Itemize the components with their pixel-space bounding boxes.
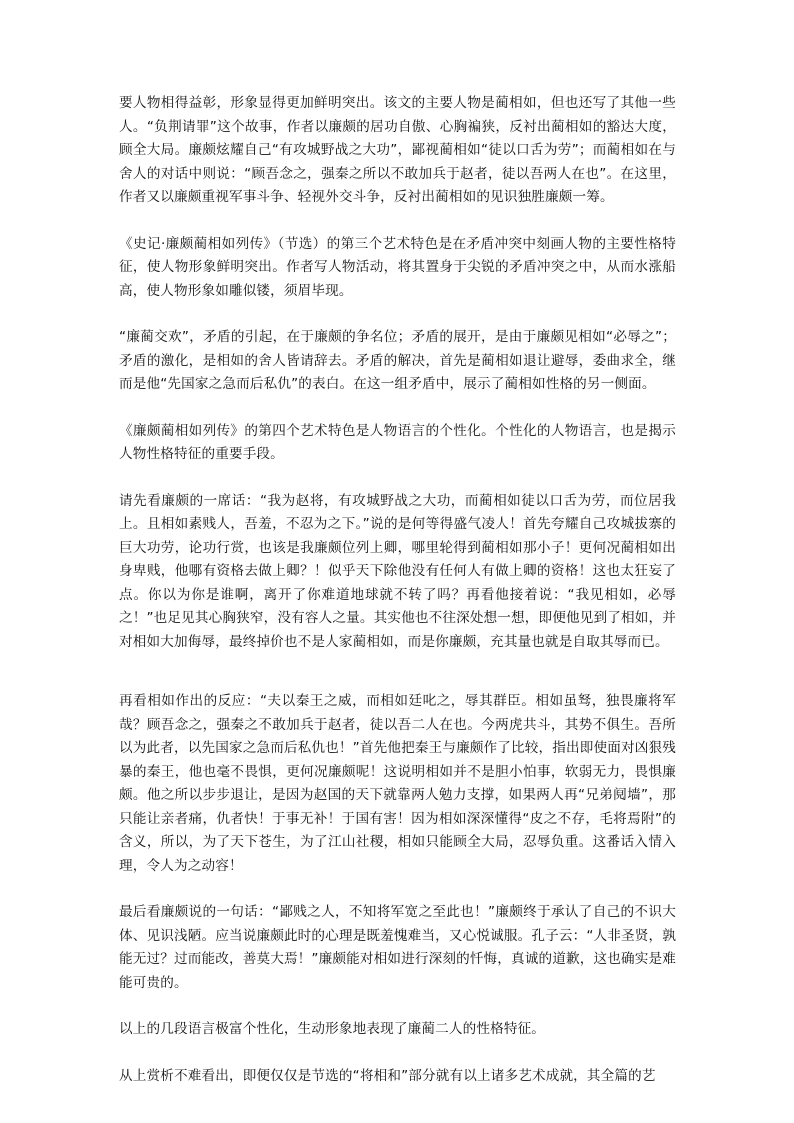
paragraph-8: 以上的几段语言极富个性化，生动形象地表现了廉蔺二人的性格特征。: [119, 1021, 546, 1037]
paragraph-7: 最后看廉颇说的一句话：“鄙贱之人，不知将军宽之至此也！”廉颇终于承认了自己的不识大体、见识浅陋。应当说廉颇此时的心理是既羞愧难当，又心悦诚服。孔子云：“人非圣贤，孰能无过？过而能改，善莫大焉！”廉颇能对相如进行深刻的忏悔，真诚的道歉，这也确实是难能可贵的。: [119, 904, 676, 991]
paragraph-gap: [119, 303, 676, 326]
paragraph-gap: [119, 1042, 676, 1065]
paragraph-gap: [119, 878, 676, 901]
paragraph-gap: [119, 467, 676, 490]
paragraph-3: “廉蔺交欢”，矛盾的引起，在于廉颇的争名位；矛盾的展开，是由于廉颇见相如“必辱之”；矛盾的激化，是相如的舍人皆请辞去。矛盾的解决，首先是蔺相如退让避辱，委曲求全，继而是他“先国家之急而后私仇”的表白。在这一组矛盾中，展示了蔺相如性格的另一侧面。: [119, 329, 676, 392]
paragraph-gap: [119, 210, 676, 233]
paragraph-gap: [119, 995, 676, 1018]
document-page: [119, 92, 676, 1088]
paragraph-9: 从上赏析不难看出，即便仅仅是节选的“将相和”部分就有以上诸多艺术成就，其全篇的艺: [119, 1067, 656, 1084]
paragraph-gap: [119, 397, 676, 420]
paragraph-2: 《史记·廉颇蔺相如列传》（节选）的第三个艺术特色是在矛盾冲突中刻画人物的主要性格特征，使人物形象鲜明突出。作者写人物活动，将其置身于尖锐的矛盾冲突之中，从而水涨船高，使人物形象如雕似镂，须眉毕现。: [119, 235, 676, 299]
paragraph-4: 《廉颇蔺相如列传》的第四个艺术特色是人物语言的个性化。个性化的人物语言，也是揭示人物性格特征的重要手段。: [119, 422, 676, 462]
paragraph-5: 请先看廉颇的一席话：“我为赵将，有攻城野战之大功，而蔺相如徒以口舌为劳，而位居我上。且相如素贱人，吾羞，不忍为之下。”说的是何等得盛气凌人！首先夸耀自己攻城拔寨的巨大功劳，论功行赏，也该是我廉颇位列上卿，哪里轮得到蔺相如那小子！更何况蔺相如出身卑贱，他哪有资格去做上卿？！似乎天下除他没有任何人有做上卿的资格！这也太狂妄了点。你以为你是谁啊，离开了你难道地球就不转了吗？再看他接着说：“我见相如，必辱之！”也足见其心胸狭窄，没有容人之量。其实他也不往深处想一想，即便他见到了相如，并对相如大加侮辱，最终掉价也不是人家蔺相如，而是你廉颇，充其量也就是自取其辱而已。: [119, 492, 676, 650]
paragraph-1: 要人物相得益彰，形象显得更加鲜明突出。该文的主要人物是蔺相如，但也还写了其他一些人。“负荆请罪”这个故事，作者以廉颇的居功自傲、心胸褊狭，反衬出蔺相如的豁达大度，顾全大局。廉颇炫耀自己“有攻城野战之大功”，鄙视蔺相如“徒以口舌为劳”；而蔺相如在与舍人的对话中则说：“顾吾念之，强秦之所以不敢加兵于赵者，徒以吾两人在也”。在这里，作者又以廉颇重视军事斗争、轻视外交斗争，反衬出蔺相如的见识独胜廉颇一筹。: [119, 95, 676, 205]
paragraph-6: 再看相如作出的反应：“夫以秦王之威，而相如廷叱之，辱其群臣。相如虽驽，独畏廉将军哉？顾吾念之，强秦之不敢加兵于赵者，徒以吾二人在也。今两虎共斗，其势不俱生。吾所以为此者，以先国家之急而后私仇也！”首先他把秦王与廉颇作了比较，指出即使面对凶狠残暴的秦王，他也毫不畏惧，更何况廉颇呢！这说明相如并不是胆小怕事，软弱无力，畏惧廉颇。他之所以步步退让，是因为赵国的天下就靠两人勉力支撑，如果两人再“兄弟阋墙”，那只能让亲者痛，仇者快！于事无补！于国有害！因为相如深深懂得“皮之不存，毛将焉附”的含义，所以，为了天下苍生，为了江山社稷，相如只能顾全大局，忍辱负重。这番话入情入理，令人为之动容！: [119, 693, 676, 874]
paragraph-gap: [119, 654, 676, 690]
